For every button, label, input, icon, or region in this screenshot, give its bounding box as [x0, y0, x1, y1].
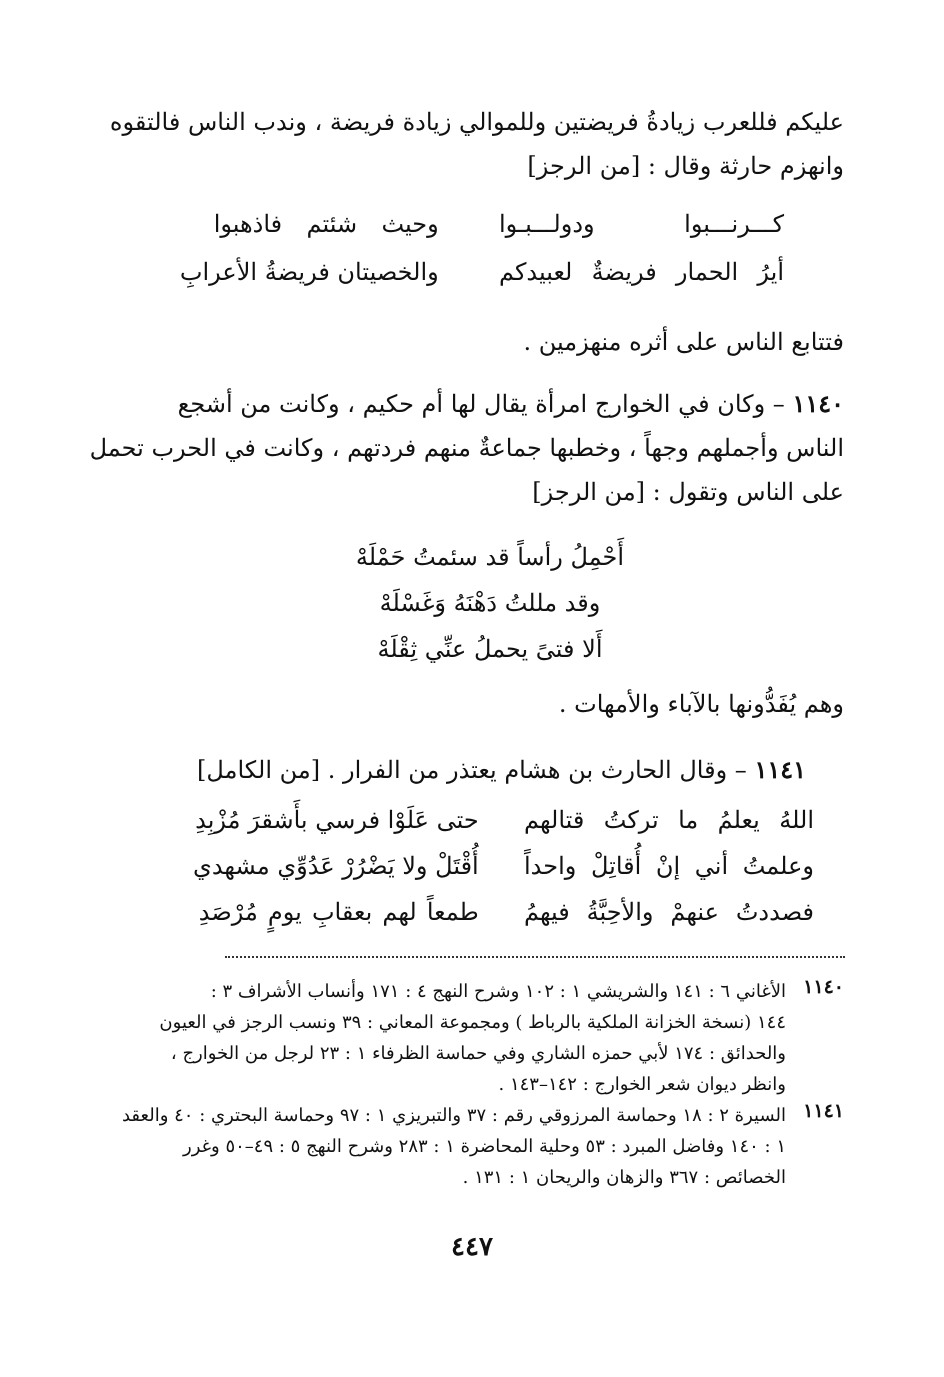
- verse-hemistich-right: وعلمتُ أني إنْ أُقاتِلْ واحداً: [524, 852, 814, 880]
- verse-hemistich-left: حتى عَلَوْا فرسي بأَشقرَ مُزْبِدِ: [195, 806, 479, 834]
- footnote-line: وانظر ديوان شعر الخوارج : ١٤٢–١٤٣ .: [498, 1074, 786, 1095]
- footnote-line: ١٤٤ (نسخة الخزانة الملكية بالرباط ) ومجموعة المعاني : ٣٩ ونسب الرجز في العيون: [159, 1012, 786, 1033]
- verse-row: [179, 258, 784, 286]
- entry-1141: [176, 748, 806, 792]
- verse-hemistich-right: اللهُ يعلمُ ما تركتُ قتالهم: [524, 806, 814, 834]
- verse-hemistich-left: أُقْتَلْ ولا يَضْرُرْ عَدُوِّي مشهدي: [193, 852, 479, 880]
- verse-row: [214, 210, 784, 238]
- footnote-line: السيرة ٢ : ١٨ وحماسة المرزوقي رقم : ٣٧ والتبريزي ١ : ٩٧ وحماسة البحتري : ٤٠ والعقد: [121, 1105, 786, 1126]
- narrative-line: فتتابع الناس على أثره منهزمين .: [523, 328, 844, 356]
- intro-paragraph: [109, 100, 844, 188]
- footnote-separator: [225, 956, 845, 958]
- verse-line: أَلا فتىً يحملُ عنِّي ثِقْلَهْ: [377, 635, 603, 663]
- footnote-1141: [121, 1100, 844, 1193]
- page-number: ٤٤٧: [451, 1232, 493, 1262]
- narrative-line: وهم يُفَدُّونها بالآباء والأمهات .: [558, 690, 844, 718]
- footnote-line: ١ : ١٤٠ وفاضل المبرد : ٥٣ وحلية المحاضرة ١ : ٢٨٣ وشرح النهج ٥ : ٤٩–٥٠ وغرر: [183, 1136, 786, 1157]
- verse-line: وقد مللتُ دَهْنَهُ وَغَسْلَهْ: [379, 589, 601, 617]
- text-line: عليكم فللعرب زيادةُ فريضتين وللموالي زيادة فريضة ، وندب الناس فالتقوه: [109, 108, 844, 136]
- footnote-line: الخصائص : ٣٦٧ والزهان والريحان ١ : ١٣١ .: [462, 1167, 786, 1188]
- verse-hemistich-left: والخصيتان فريضةُ الأعرابِ: [179, 258, 439, 286]
- rajaz-verse: [330, 534, 650, 672]
- text-line: – وقال الحارث بن هشام يعتذر من الفرار . [من الكامل]: [197, 756, 747, 784]
- verse-line: أَحْمِلُ رأساً قد سئمتُ حَمْلَهْ: [355, 543, 625, 571]
- entry-1140: [89, 382, 844, 514]
- footnote-line: والحدائق : ١٧٤ لأبي حمزه الشاري وفي حماسة الظرفاء ١ : ٢٣ لرجل من الخوارج ،: [170, 1043, 786, 1064]
- verse-hemistich-right: فصددتُ عنهمْ والأحِبَّةُ فيهمُ: [524, 898, 814, 926]
- footnote-number: ١١٤٠: [803, 976, 844, 998]
- entry-number: ١١٤٠: [792, 389, 844, 418]
- verse-hemistich-left: طمعاً لهم بعقابِ يومٍ مُرْصَدِ: [198, 898, 479, 926]
- text-line: – وكان في الخوارج امرأة يقال لها أم حكيم ، وكانت من أشجع: [177, 390, 785, 418]
- text-line: على الناس وتقول : [من الرجز]: [532, 478, 844, 506]
- text-line: الناس وأجملهم وجهاً ، وخطبها جماعةٌ منهم فردتهم ، وكانت في الحرب تحمل: [89, 434, 844, 462]
- verse-row: [193, 852, 814, 880]
- verse-hemistich-right: أيرُ الحمار فريضةٌ لعبيدكم: [499, 258, 784, 286]
- verse-hemistich-left: وحيث شئتم فاذهبوا: [213, 210, 439, 238]
- verse-row: [199, 898, 814, 926]
- verse-hemistich-right: كـــرنـــبوا ودولـــبـوا: [499, 210, 784, 238]
- footnote-line: الأغاني ٦ : ١٤١ والشريشي ١ : ١٠٢ وشرح النهج ٤ : ١٧١ وأنساب الأشراف ٣ :: [210, 981, 786, 1002]
- text-line: وانهزم حارثة وقال : [من الرجز]: [527, 152, 844, 180]
- footnote-1140: [144, 976, 844, 1100]
- footnote-number: ١١٤١: [803, 1100, 844, 1122]
- verse-row: [195, 806, 814, 834]
- entry-number: ١١٤١: [754, 755, 806, 784]
